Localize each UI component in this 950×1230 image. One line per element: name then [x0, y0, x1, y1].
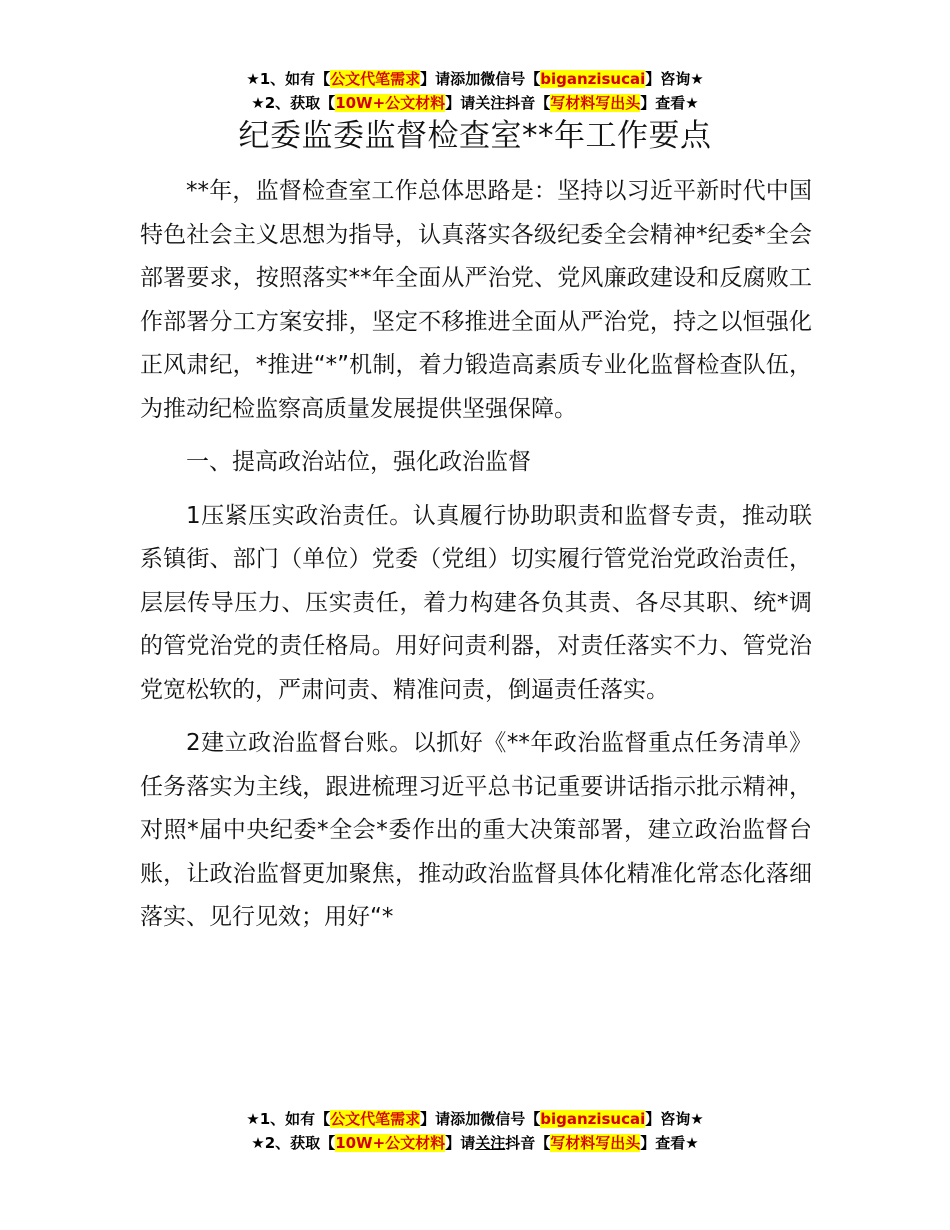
- highlight-wechat-id: biganzisucai: [540, 1110, 646, 1128]
- promo-line-2: ★2、获取【10W+公文材料】请关注抖音【写材料写出头】查看★: [251, 1134, 699, 1152]
- promo-banner-top: [0, 67, 950, 115]
- document-body: [140, 170, 812, 940]
- highlight-service: 公文代笔需求: [330, 70, 421, 88]
- paragraph-overview: **年，监督检查室工作总体思路是：坚持以习近平新时代中国特色社会主义思想为指导，认真落实各级纪委全会精神*纪委*全会部署要求，按照落实**年全面从严治党、党风廉政建设和反腐败工作部署分工方案安排，坚定不移推进全面从严治党，持之以恒强化正风肃纪，*推进“*”机制，着力锻造高素质专业化监督检查队伍，为推动纪检监察高质量发展提供坚强保障。: [140, 178, 812, 422]
- highlight-materials: 10W+公文材料: [335, 1134, 446, 1152]
- highlight-service: 公文代笔需求: [330, 1110, 421, 1128]
- highlight-materials: 10W+公文材料: [335, 94, 446, 112]
- document-title: 纪委监委监督检查室**年工作要点: [238, 118, 712, 154]
- highlight-douyin: 写材料写出头: [550, 1134, 641, 1152]
- section-heading-1: 一、提高政治站位，强化政治监督: [186, 449, 531, 475]
- promo-banner-bottom: [0, 1107, 950, 1155]
- highlight-douyin: 写材料写出头: [550, 94, 641, 112]
- paragraph-item-1: 1压紧压实政治责任。认真履行协助职责和监督专责，推动联系镇街、部门（单位）党委（党组）切实履行管党治党政治责任，层层传导压力、压实责任，着力构建各负其责、各尽其职、统*调的管党治党的责任格局。用好问责利器，对责任落实不力、管党治党宽松软的，严肃问责、精准问责，倒逼责任落实。: [140, 502, 812, 703]
- promo-line-2: ★2、获取【10W+公文材料】请关注抖音【写材料写出头】查看★: [251, 94, 699, 112]
- promo-line-1: ★1、如有【公文代笔需求】请添加微信号【biganzisucai】咨询★: [246, 70, 704, 88]
- highlight-wechat-id: biganzisucai: [540, 70, 646, 88]
- paragraph-item-2: 2建立政治监督台账。以抓好《**年政治监督重点任务清单》任务落实为主线，跟进梳理习近平总书记重要讲话指示批示精神，对照*届中央纪委*全会*委作出的重大决策部署，建立政治监督台账，让政治监督更加聚焦，推动政治监督具体化精准化常态化落细落实、见行见效；用好“*: [140, 730, 812, 930]
- promo-line-1: ★1、如有【公文代笔需求】请添加微信号【biganzisucai】咨询★: [246, 1110, 704, 1128]
